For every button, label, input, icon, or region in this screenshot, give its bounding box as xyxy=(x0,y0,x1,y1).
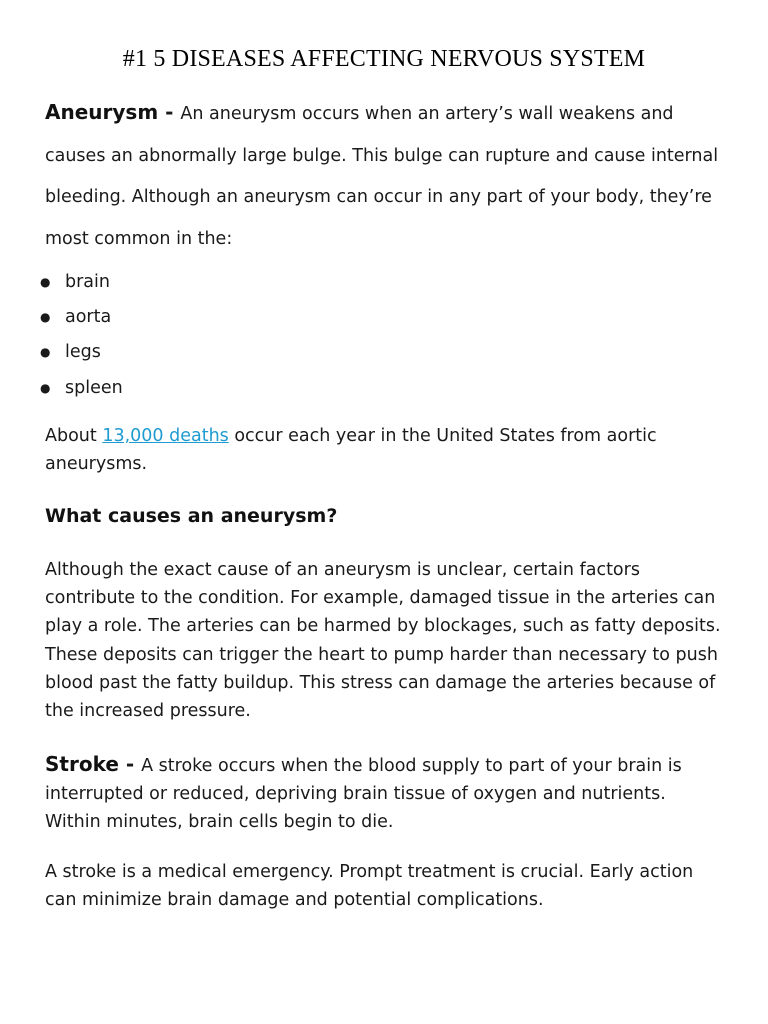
list-item xyxy=(40,335,123,370)
stat-prefix: About xyxy=(45,426,103,446)
list-item xyxy=(40,370,123,405)
stroke-intro xyxy=(45,750,725,836)
location-label: legs xyxy=(65,342,101,363)
stroke-emergency: A stroke is a medical emergency. Prompt treatment is crucial. Early action can minimize brain damage and potential complications. xyxy=(45,862,694,910)
bullet-icon: ● xyxy=(40,345,51,360)
causes-body: Although the exact cause of an aneurysm is unclear, certain factors contribute to the condition. For example, damaged tissue in the arteries can play a role. The arteries can be harmed by blockages, such as fatty deposits. These deposits can trigger the heart to pump harder than necessary to push blood past the fatty buildup. This stress can damage the arteries because of the increased pressure. xyxy=(45,560,721,722)
location-label: brain xyxy=(65,271,110,292)
page-title: #1 5 DISEASES AFFECTING NERVOUS SYSTEM xyxy=(122,46,646,72)
aneurysm-statistic xyxy=(45,422,725,478)
list-item xyxy=(40,264,123,299)
aneurysm-dash: - xyxy=(158,100,181,124)
causes-heading: What causes an aneurysm? xyxy=(45,505,338,527)
stat-suffix: occur each year in the United States from aortic aneurysms. xyxy=(45,426,657,474)
bullet-icon: ● xyxy=(40,309,51,324)
location-label: spleen xyxy=(65,377,123,398)
location-label: aorta xyxy=(65,306,112,327)
deaths-link[interactable]: 13,000 deaths xyxy=(102,426,229,446)
list-item xyxy=(40,299,123,334)
bullet-icon: ● xyxy=(40,380,51,395)
aneurysm-intro xyxy=(45,92,725,260)
stroke-term: Stroke xyxy=(45,752,119,776)
aneurysm-location-list xyxy=(40,264,123,405)
aneurysm-intro-text: An aneurysm occurs when an artery’s wall weakens and causes an abnormally large bulge. This bulge can rupture and cause internal bleeding. Although an aneurysm can occur in any part of your body, they’re most common in the: xyxy=(45,104,719,249)
bullet-icon: ● xyxy=(40,274,51,289)
aneurysm-term: Aneurysm xyxy=(45,100,159,124)
stroke-intro-text: A stroke occurs when the blood supply to part of your brain is interrupted or reduced, depriving brain tissue of oxygen and nutrients. Within minutes, brain cells begin to die. xyxy=(45,756,682,832)
stroke-dash: - xyxy=(118,752,142,776)
